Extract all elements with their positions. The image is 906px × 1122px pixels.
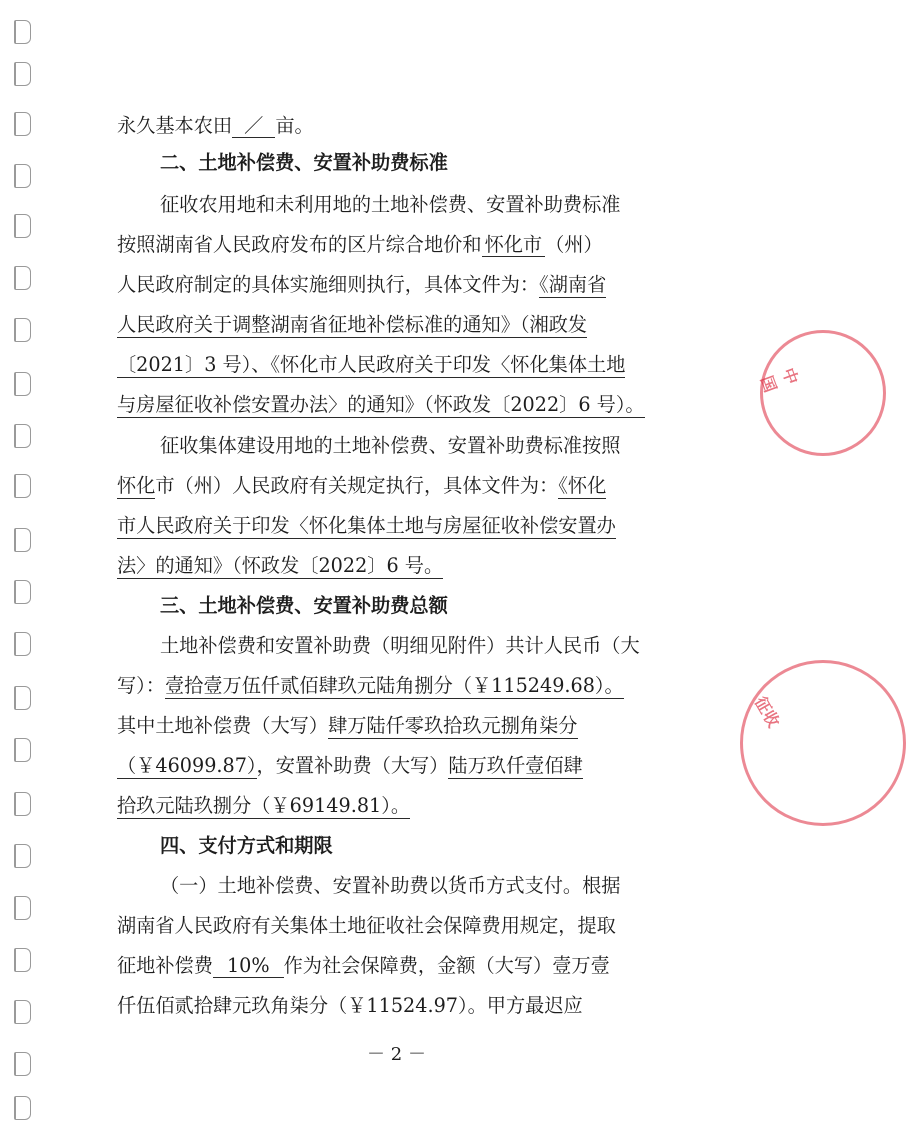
filled-value: 人民政府关于调整湖南省征地补偿标准的通知》（湘政发 — [117, 313, 588, 336]
text-run: 征地补偿费 — [117, 954, 213, 977]
text-line — [117, 954, 610, 978]
binding-hole — [14, 580, 31, 604]
text-line: （一）土地补偿费、安置补助费以货币方式支付。根据 — [160, 874, 621, 897]
filled-value: 《湖南省 — [539, 273, 607, 296]
binding-hole — [14, 62, 31, 86]
text-run: 人民政府制定的具体实施细则执行，具体文件为： — [117, 273, 540, 296]
binding-hole — [14, 112, 31, 136]
section-heading: 三、土地补偿费、安置补助费总额 — [160, 594, 448, 617]
filled-value: 怀化市 — [482, 233, 546, 257]
binding-hole — [14, 474, 31, 498]
text-line — [117, 353, 625, 377]
binding-hole — [14, 372, 31, 396]
binding-hole — [14, 738, 31, 762]
text-line — [117, 754, 583, 778]
binding-hole — [14, 266, 31, 290]
binding-hole — [14, 164, 31, 188]
filled-value: 〔2021〕3 号）、《怀化市人民政府关于印发〈怀化集体土地 — [117, 353, 626, 376]
filled-value: 法〉的通知》（怀政发〔2022〕6 号。 — [117, 554, 444, 577]
seal-stamp-lower — [740, 660, 906, 826]
filled-value: 肆万陆仟零玖拾玖元捌角柒分 — [328, 714, 578, 737]
seal-text-lower: 征收 — [750, 693, 784, 731]
text-line — [117, 474, 606, 498]
filled-value: 与房屋征收补偿安置办法〉的通知》（怀政发〔2022〕6 号）。 — [117, 393, 645, 416]
filled-value: ／ — [232, 114, 275, 138]
text-run: 亩。 — [275, 114, 314, 137]
text-line: 湖南省人民政府有关集体土地征收社会保障费用规定，提取 — [117, 914, 616, 937]
text-line — [117, 794, 410, 818]
text-line: 土地补偿费和安置补助费（明细见附件）共计人民币（大 — [160, 634, 640, 657]
binding-hole — [14, 318, 31, 342]
text-run: 按照湖南省人民政府发布的区片综合地价和 — [117, 233, 482, 256]
text-line: 仟伍佰贰拾肆元玖角柒分（￥11524.97）。甲方最迟应 — [117, 994, 583, 1017]
text-line: 征收农用地和未利用地的土地补偿费、安置补助费标准 — [160, 193, 621, 216]
text-run: （州） — [545, 233, 603, 256]
filled-value: 陆万玖仟壹佰肆 — [448, 754, 583, 777]
text-run: 作为社会保障费，金额（大写）壹万壹 — [283, 954, 610, 977]
filled-value: 10% — [213, 954, 284, 978]
filled-value: 怀化 — [117, 474, 156, 497]
page-number: － 2 － — [367, 1044, 426, 1065]
text-line: 征收集体建设用地的土地补偿费、安置补助费标准按照 — [160, 434, 621, 457]
text-line — [117, 233, 603, 257]
binding-hole — [14, 528, 31, 552]
section-heading: 四、支付方式和期限 — [160, 834, 333, 857]
text-line — [117, 273, 606, 297]
binding-hole — [14, 20, 31, 44]
text-line — [117, 674, 624, 698]
binding-hole — [14, 792, 31, 816]
filled-value: 壹拾壹万伍仟贰佰肆玖元陆角捌分（￥115249.68）。 — [164, 674, 624, 697]
text-line — [117, 114, 314, 138]
filled-value: 拾玖元陆玖捌分（￥69149.81）。 — [117, 794, 411, 817]
text-line — [117, 313, 587, 337]
filled-value: 市人民政府关于印发〈怀化集体土地与房屋征收补偿安置办 — [117, 514, 616, 537]
binding-hole — [14, 632, 31, 656]
binding-hole — [14, 1000, 31, 1024]
binding-hole — [14, 424, 31, 448]
filled-value: 《怀化 — [558, 474, 607, 497]
seal-text-upper: 中国 — [756, 365, 802, 395]
filled-value: （￥46099.87） — [117, 754, 257, 777]
binding-hole — [14, 1096, 31, 1120]
binding-hole — [14, 844, 31, 868]
binding-hole — [14, 686, 31, 710]
text-line — [117, 393, 645, 417]
text-line — [117, 554, 443, 578]
text-run: 永久基本农田 — [117, 114, 233, 137]
text-line — [117, 514, 616, 538]
binding-holes — [14, 0, 36, 1122]
text-line — [117, 714, 578, 738]
text-run: 其中土地补偿费（大写） — [117, 714, 329, 737]
text-run: 市（州）人民政府有关规定执行，具体文件为： — [155, 474, 559, 497]
section-heading: 二、土地补偿费、安置补助费标准 — [160, 151, 448, 174]
text-run: ，安置补助费（大写） — [256, 754, 449, 777]
text-run: 写）： — [117, 674, 165, 697]
binding-hole — [14, 948, 31, 972]
binding-hole — [14, 896, 31, 920]
binding-hole — [14, 214, 31, 238]
